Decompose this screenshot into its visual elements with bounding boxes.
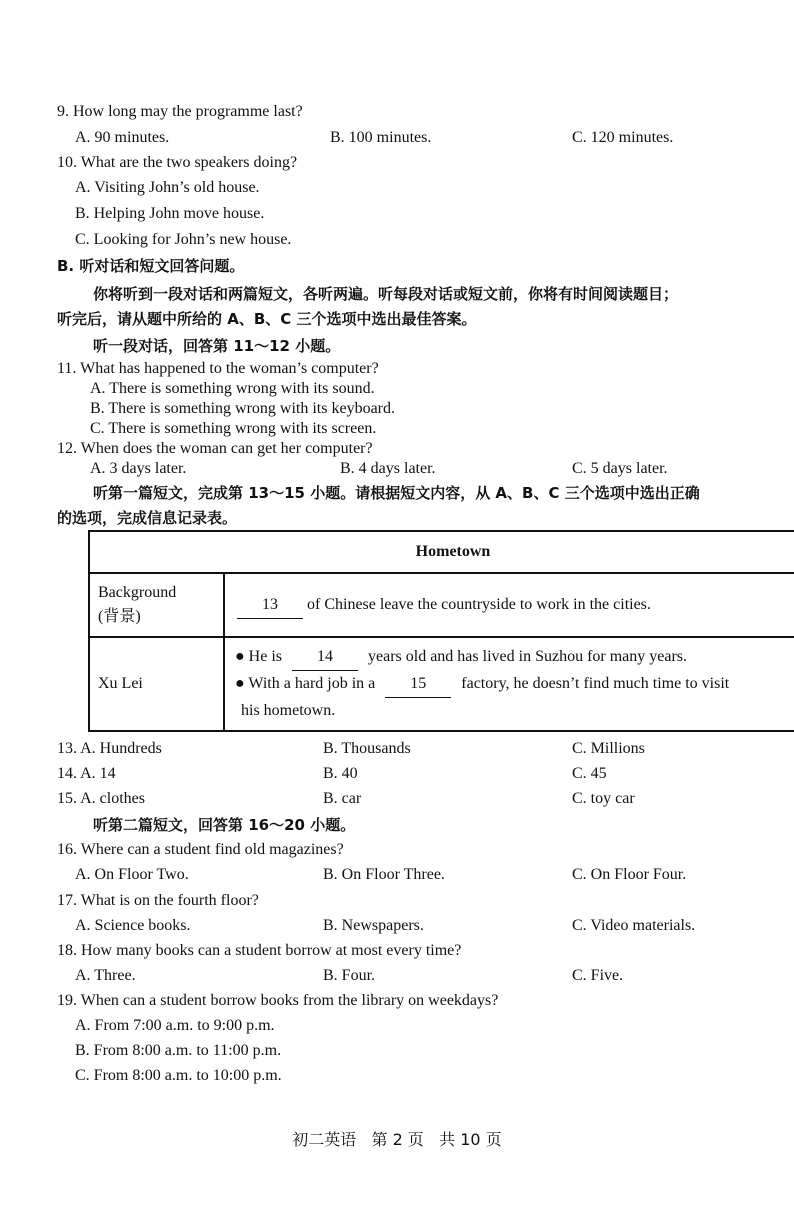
q19-question: 19. When can a student borrow books from the library on weekdays? — [57, 992, 499, 1009]
info-record-table — [88, 530, 794, 732]
q19-option-b: B. From 8:00 a.m. to 11:00 p.m. — [75, 1042, 282, 1059]
row-xulei-label: Xu Lei — [89, 637, 224, 731]
q16-question: 16. Where can a student find old magazines? — [57, 841, 344, 858]
q12-question: 12. When does the woman can get her computer? — [57, 440, 373, 457]
q9-question: 9. How long may the programme last? — [57, 103, 303, 120]
passage1-intro-1: 听第一篇短文，完成第 13～15 小题。请根据短文内容，从 A、B、C 三个选项中选出正确 — [93, 484, 700, 502]
q18-option-a: A. Three. — [75, 967, 136, 984]
bullet2-continuation: his hometown. — [241, 702, 336, 719]
q13-option-a: 13. A. Hundreds — [57, 740, 162, 757]
q11-question: 11. What has happened to the woman’s computer? — [57, 360, 379, 377]
blank-13: 13 — [237, 592, 303, 619]
q11-option-b: B. There is something wrong with its keyboard. — [90, 400, 395, 417]
q16-option-c: C. On Floor Four. — [572, 866, 687, 883]
bullet2-post: factory, he doesn’t find much time to visit — [461, 675, 730, 692]
q11-option-c: C. There is something wrong with its screen. — [90, 420, 377, 437]
q10-option-b: B. Helping John move house. — [75, 205, 265, 222]
q15-option-c: C. toy car — [572, 790, 635, 807]
q9-option-b: B. 100 minutes. — [330, 129, 432, 146]
q11-option-a: A. There is something wrong with its sound. — [90, 380, 375, 397]
table-header: Hometown — [89, 531, 794, 573]
background-text: of Chinese leave the countryside to work in the cities. — [307, 595, 651, 613]
q10-option-a: A. Visiting John’s old house. — [75, 179, 260, 196]
blank-14: 14 — [292, 644, 358, 671]
q9-option-c: C. 120 minutes. — [572, 129, 674, 146]
bullet-dot: ● — [235, 675, 245, 692]
q15-option-b: B. car — [323, 790, 362, 807]
bullet1-pre: He is — [248, 648, 282, 665]
q18-question: 18. How many books can a student borrow at most every time? — [57, 942, 462, 959]
page-footer: 初二英语 第 2 页 共 10 页 — [292, 1130, 502, 1149]
blank-15: 15 — [385, 671, 451, 698]
passage1-intro-2: 的选项，完成信息记录表。 — [57, 509, 238, 527]
background-label-cn: (背景) — [98, 608, 141, 625]
q18-option-b: B. Four. — [323, 967, 376, 984]
section-b-instruction-2: 听完后，请从题中所给的 A、B、C 三个选项中选出最佳答案。 — [57, 310, 477, 328]
bullet-1 — [235, 644, 794, 671]
q10-option-c: C. Looking for John’s new house. — [75, 231, 292, 248]
q10-question: 10. What are the two speakers doing? — [57, 154, 298, 171]
q12-option-c: C. 5 days later. — [572, 460, 668, 477]
q18-option-c: C. Five. — [572, 967, 624, 984]
dialogue-intro: 听一段对话，回答第 11～12 小题。 — [93, 337, 341, 355]
q17-question: 17. What is on the fourth floor? — [57, 892, 259, 909]
bullet2-pre: With a hard job in a — [248, 675, 376, 692]
row-xulei-content — [224, 637, 794, 731]
row-background-content — [224, 573, 794, 637]
q14-option-c: C. 45 — [572, 765, 607, 782]
q16-option-a: A. On Floor Two. — [75, 866, 189, 883]
q19-option-c: C. From 8:00 a.m. to 10:00 p.m. — [75, 1067, 282, 1084]
q12-option-a: A. 3 days later. — [90, 460, 187, 477]
section-b-instruction-1: 你将听到一段对话和两篇短文，各听两遍。听每段对话或短文前，你将有时间阅读题目； — [93, 285, 679, 303]
section-b-title: B. 听对话和短文回答问题。 — [57, 257, 245, 275]
q19-option-a: A. From 7:00 a.m. to 9:00 p.m. — [75, 1017, 275, 1034]
bullet-2 — [235, 671, 794, 698]
q15-option-a: 15. A. clothes — [57, 790, 145, 807]
q17-option-c: C. Video materials. — [572, 917, 696, 934]
q12-option-b: B. 4 days later. — [340, 460, 436, 477]
bullet1-post: years old and has lived in Suzhou for many years. — [368, 648, 688, 665]
passage2-intro: 听第二篇短文，回答第 16～20 小题。 — [93, 816, 356, 834]
q17-option-b: B. Newspapers. — [323, 917, 424, 934]
q13-option-c: C. Millions — [572, 740, 645, 757]
q9-option-a: A. 90 minutes. — [75, 129, 170, 146]
q17-option-a: A. Science books. — [75, 917, 191, 934]
q14-option-b: B. 40 — [323, 765, 358, 782]
bullet-dot: ● — [235, 648, 245, 665]
row-background-label — [89, 573, 224, 637]
q14-option-a: 14. A. 14 — [57, 765, 116, 782]
background-label-en: Background — [98, 584, 177, 601]
q13-option-b: B. Thousands — [323, 740, 411, 757]
q16-option-b: B. On Floor Three. — [323, 866, 445, 883]
